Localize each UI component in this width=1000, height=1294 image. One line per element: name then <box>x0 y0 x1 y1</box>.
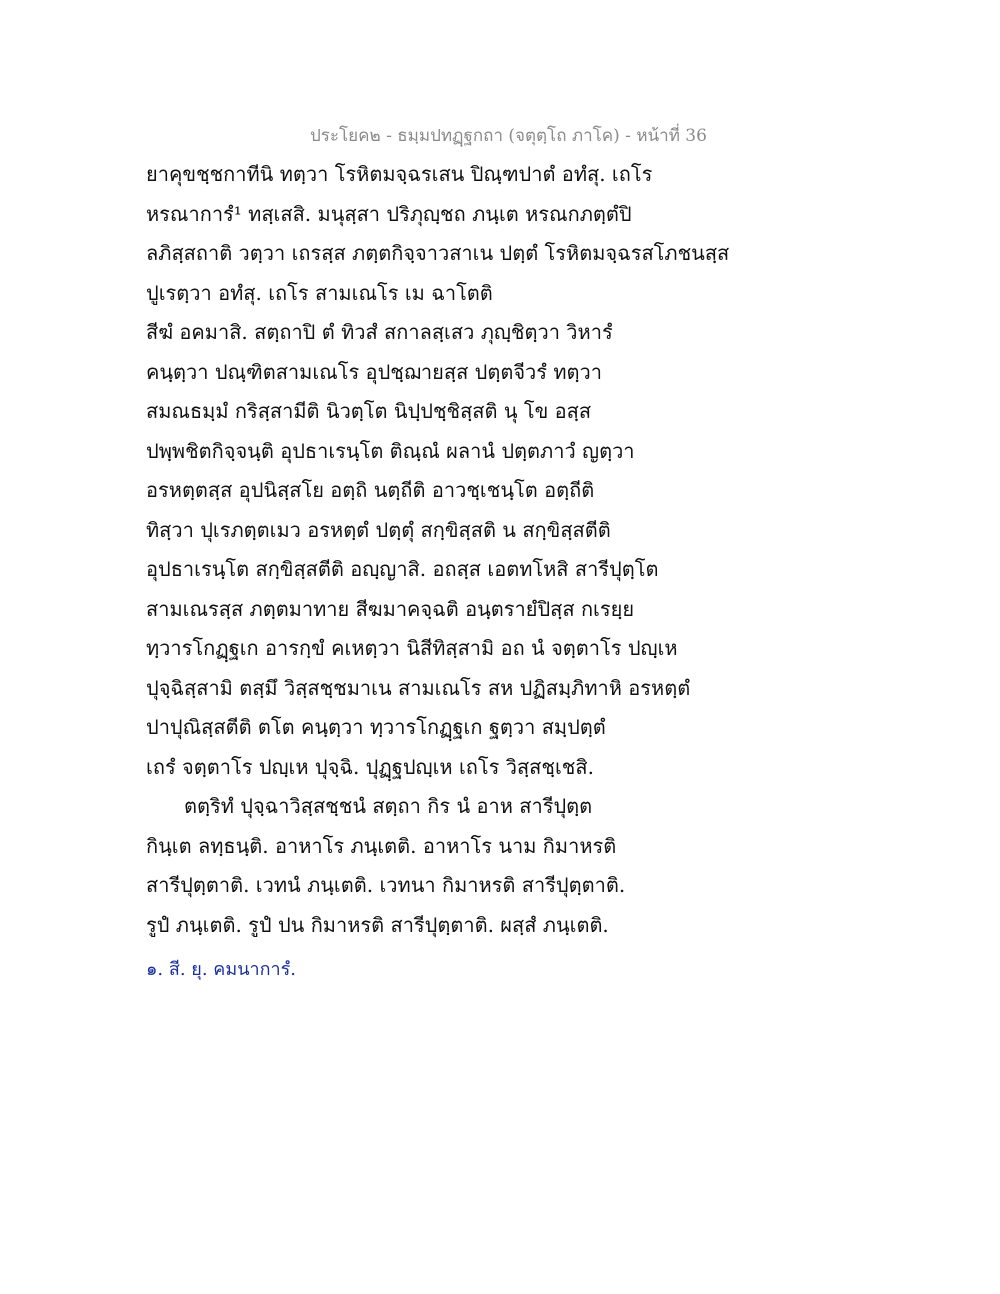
text-line: อุปธาเรนฺโต สกฺขิสฺสตีติ อญฺญาสิ. อถสฺส เอตทโหสิ สารีปุตฺโต <box>146 557 659 581</box>
text-line: ปาปุณิสฺสตีติ ตโต คนฺตฺวา ทฺวารโกฏฺฐเก ฐตฺวา สมฺปตฺตํ <box>146 715 606 739</box>
text-line: สามเณรสฺส ภตฺตมาทาย สีฆมาคจฺฉติ อนฺตรายํปิสฺส กเรยฺย <box>146 596 635 621</box>
body-text <box>146 155 746 945</box>
text-line: ลภิสฺสถาติ วตฺวา เถรสฺส ภตฺตกิจฺจาวสาเน ปตฺตํ โรหิตมจฺฉรสโภชนสฺส <box>146 241 730 265</box>
footnote: ๑. สี. ยุ. คมนาการํ. <box>146 959 297 980</box>
text-line: หรณาการํ¹ ทสฺเสสิ. มนุสฺสา ปริภุญฺชถ ภนฺเต หรณกภตฺตํปิ <box>146 201 632 226</box>
text-line: เถรํ จตฺตาโร ปญฺเห ปุจฺฉิ. ปุฏฺฐปญฺเห เถโร วิสฺสชฺเชสิ. <box>146 754 594 779</box>
text-line: ยาคุขชฺชกาทีนิ ทตฺวา โรหิตมจฺฉรเสน ปิณฺฑปาตํ อทํสุ. เถโร <box>146 162 653 186</box>
text-line: สารีปุตฺตาติ. เวทนํ ภนฺเตติ. เวทนา กิมาหรติ สารีปุตฺตาติ. <box>146 873 626 897</box>
text-line: สมณธมฺมํ กริสฺสามีติ นิวตฺโต นิปฺปชฺชิสฺสติ นุ โข อสฺส <box>146 399 592 423</box>
text-line: ทิสฺวา ปุเรภตฺตเมว อรหตฺตํ ปตฺตุํ สกฺขิสฺสติ น สกฺขิสฺสตีติ <box>146 517 611 542</box>
text-line: ปุจฺฉิสฺสามิ ตสฺมึ วิสฺสชฺชมาเน สามเณโร สห ปฏิสมฺภิทาหิ อรหตฺตํ <box>146 675 691 700</box>
text-line: ทฺวารโกฏฺฐเก อารกฺขํ คเหตฺวา นิสีทิสฺสามิ อถ นํ จตฺตาโร ปญฺเห <box>146 636 678 660</box>
paragraph-first-line: ตตฺริทํ ปุจฺฉาวิสฺสชฺชนํ สตฺถา กิร นํ อาห สารีปุตฺต <box>184 794 593 818</box>
text-line: กินฺเต ลทฺธนฺติ. อาหาโร ภนฺเตติ. อาหาโร นาม กิมาหรติ <box>146 833 617 858</box>
text-line: คนฺตฺวา ปณฺฑิตสามเณโร อุปชฺฌายสฺส ปตฺตจีวรํ ทตฺวา <box>146 359 602 384</box>
page-header: ประโยค๒ - ธมฺมปทฏฺฐกถา (จตุตฺโถ ภาโค) - หน้าที่ 36 <box>310 126 707 146</box>
text-line: อรหตฺตสฺส อุปนิสฺสโย อตฺถิ นตฺถีติ อาวชฺเชนฺโต อตฺถีติ <box>146 478 595 502</box>
text-line: ปพฺพชิตกิจฺจนฺติ อุปธาเรนฺโต ติณฺณํ ผลานํ ปตฺตภาวํ ญตฺวา <box>146 438 635 463</box>
text-line: สีฆํ อคมาสิ. สตฺถาปิ ตํ ทิวสํ สกาลสฺเสว ภุญฺชิตฺวา วิหารํ <box>146 320 613 344</box>
text-line: รูปํ ภนฺเตติ. รูปํ ปน กิมาหรติ สารีปุตฺตาติ. ผสฺสํ ภนฺเตติ. <box>146 912 609 937</box>
text-line: ปูเรตฺวา อทํสุ. เถโร สามเณโร เม ฉาโตติ <box>146 280 493 305</box>
